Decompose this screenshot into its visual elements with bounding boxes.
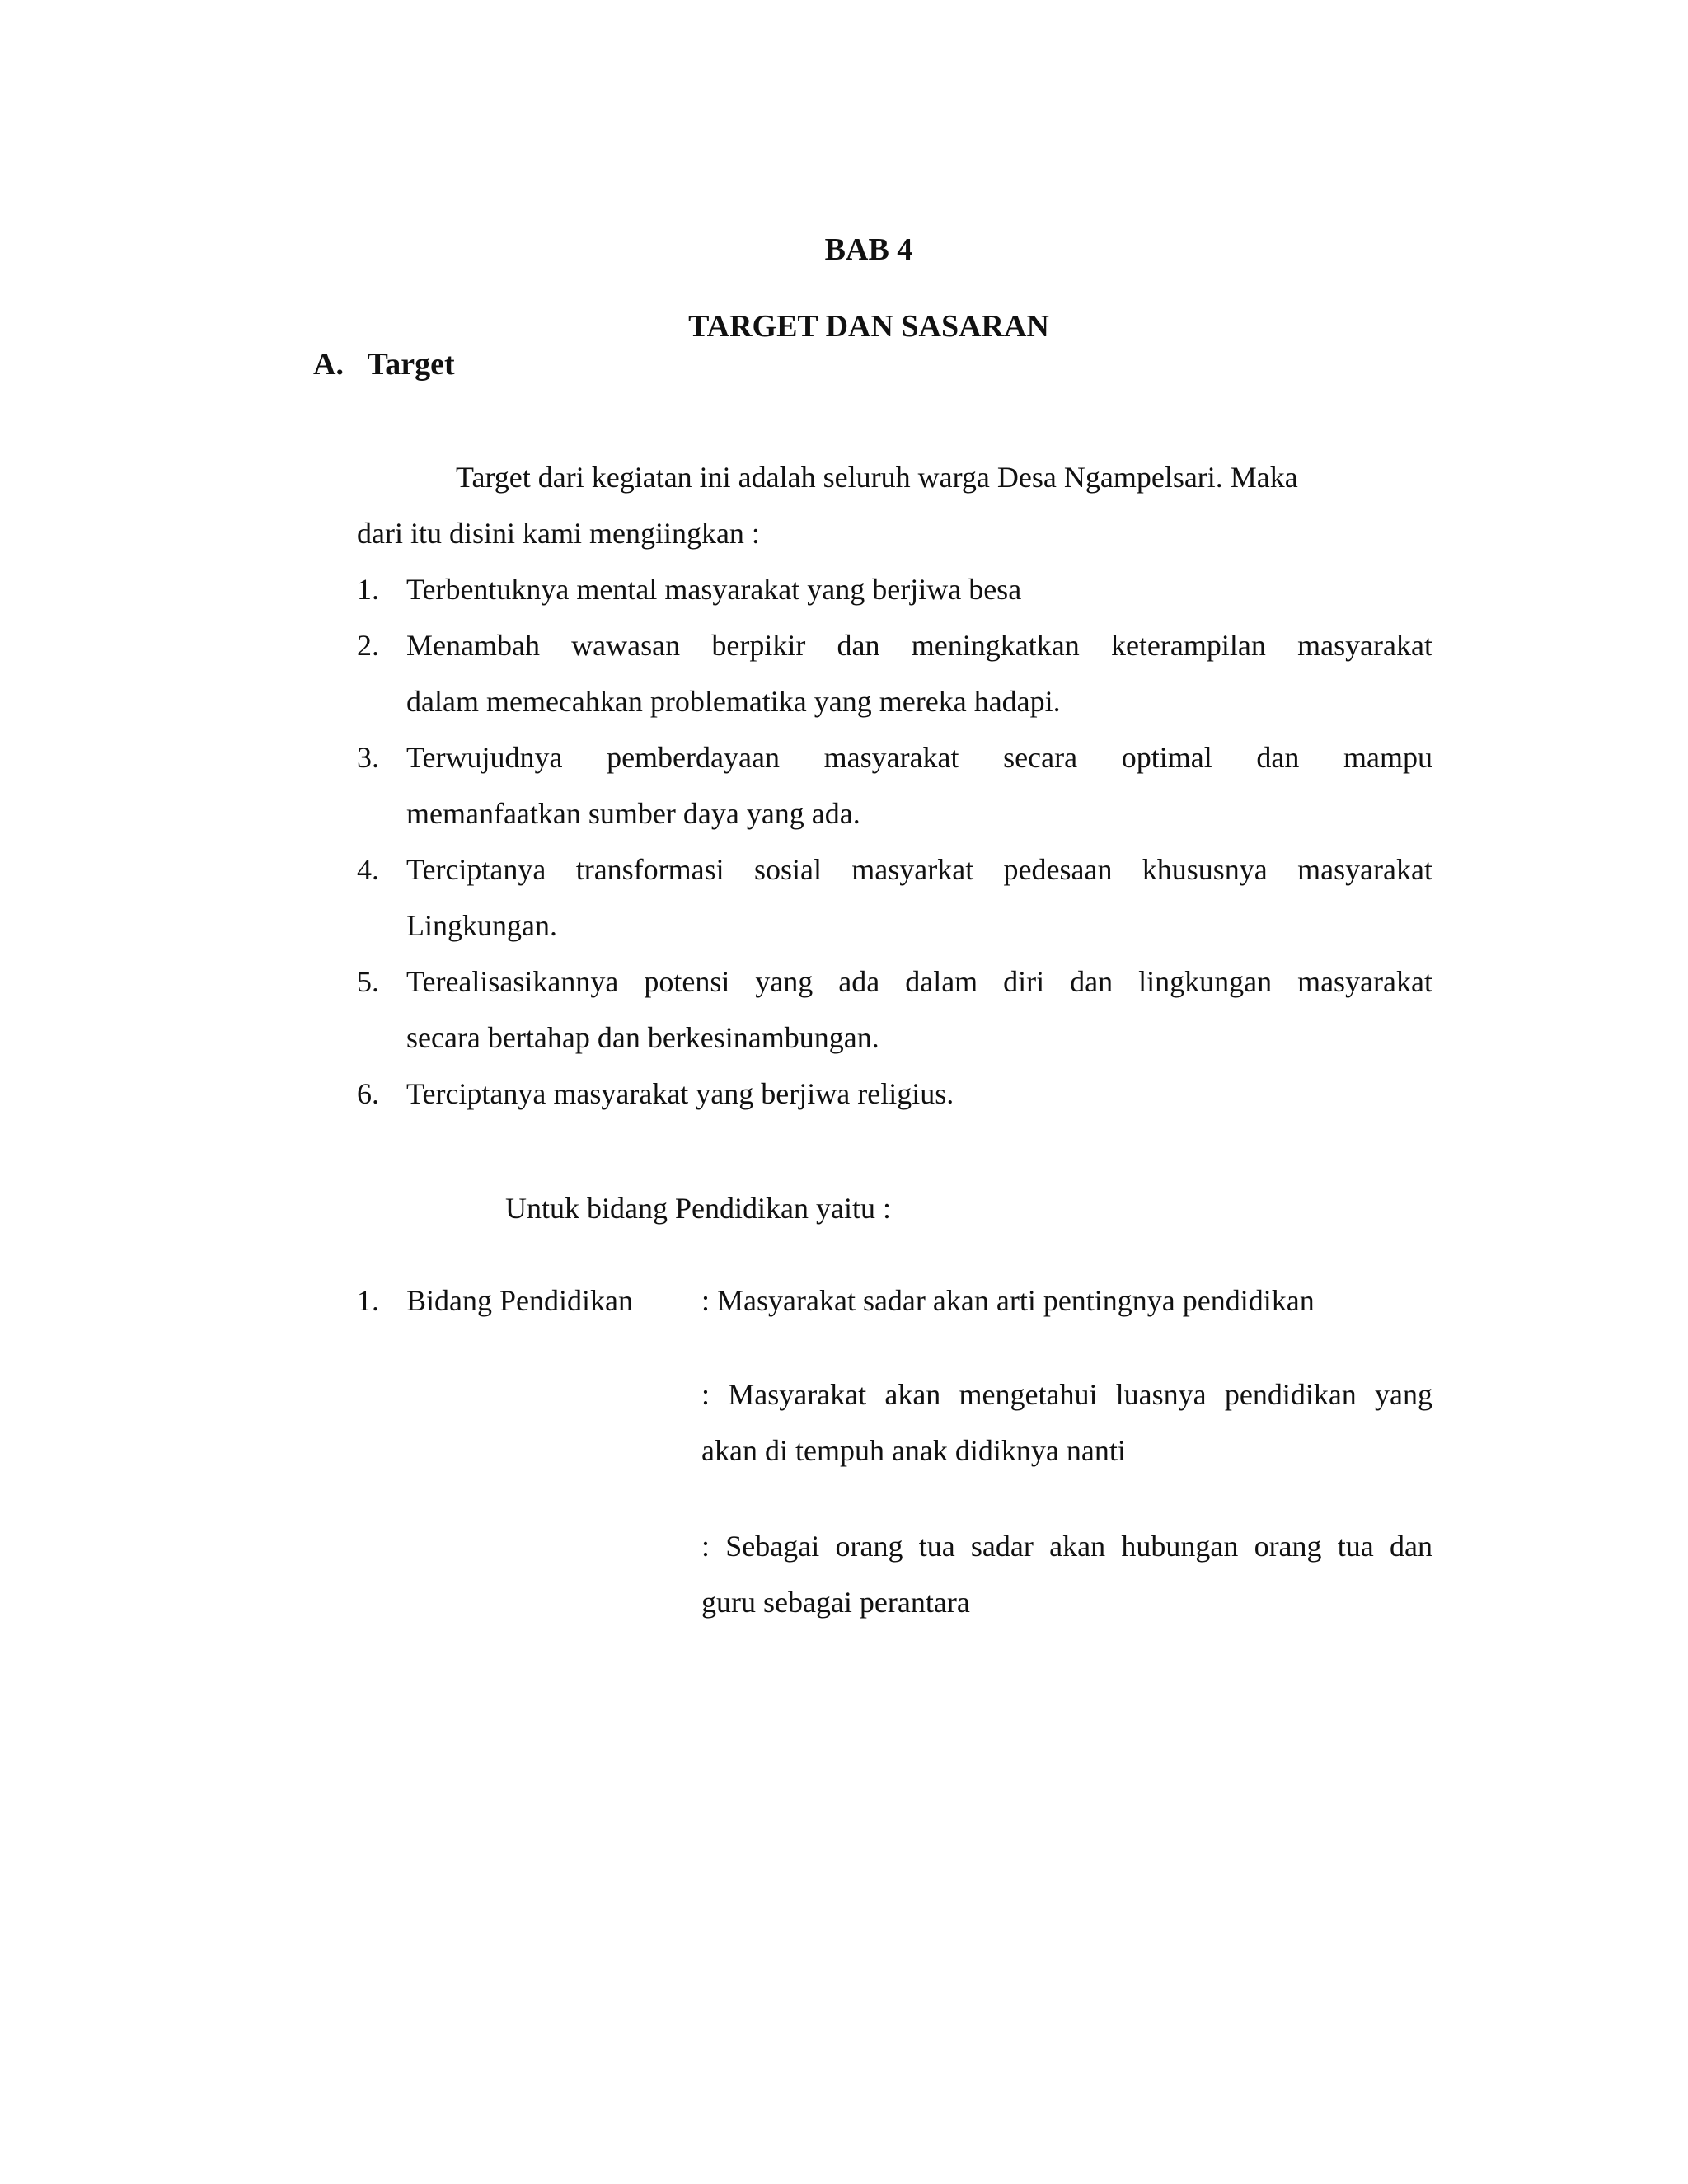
list-number: 5. [357, 965, 379, 998]
education-point-continued: akan di tempuh anak didiknya nanti [701, 1434, 1126, 1467]
list-number: 1. [357, 1284, 379, 1317]
list-item-text: Terwujudnya pemberdayaan masyarakat secara optimal dan mampu [406, 741, 1432, 774]
education-point-text: Sebagai orang tua sadar akan hubungan orang tua dan [725, 1530, 1432, 1563]
intro-line-2: dari itu disini kami mengiingkan : [357, 517, 760, 550]
education-point-continued: guru sebagai perantara [701, 1586, 970, 1619]
list-number: 3. [357, 741, 379, 774]
list-item-text: Terciptanya transformasi sosial masyarkat pedesaan khususnya masyarakat [406, 853, 1432, 886]
section-label: A. [313, 347, 344, 382]
list-item-text: secara bertahap dan berkesinambungan. [406, 1021, 879, 1054]
list-number: 4. [357, 853, 379, 886]
education-point: : Masyarakat sadar akan arti pentingnya pendidikan [701, 1284, 1315, 1317]
list-item-text: Terbentuknya mental masyarakat yang berjiwa besa [406, 573, 1022, 606]
list-item-text: Terealisasikannya potensi yang ada dalam diri dan lingkungan masyarakat [406, 965, 1432, 998]
list-number: 2. [357, 629, 379, 662]
section-title: Target [367, 347, 455, 382]
list-item-text: Menambah wawasan berpikir dan meningkatkan keterampilan masyarakat [406, 629, 1432, 662]
chapter-heading: BAB 4 [824, 232, 913, 267]
education-point-text: Masyarakat sadar akan arti pentingnya pendidikan [717, 1284, 1315, 1317]
intro-line-1: Target dari kegiatan ini adalah seluruh warga Desa Ngampelsari. Maka [456, 461, 1298, 494]
education-point: : Sebagai orang tua sadar akan hubungan orang tua dan [701, 1530, 1432, 1563]
chapter-title: TARGET DAN SASARAN [688, 309, 1049, 344]
section-heading [313, 346, 455, 382]
education-label: Bidang Pendidikan [406, 1284, 633, 1317]
education-point: : Masyarakat akan mengetahui luasnya pendidikan yang [701, 1378, 1432, 1411]
list-item-text: Lingkungan. [406, 909, 557, 942]
list-number: 1. [357, 573, 379, 606]
list-number: 6. [357, 1077, 379, 1110]
list-item-text: dalam memecahkan problematika yang mereka hadapi. [406, 685, 1061, 718]
list-item-text: memanfaatkan sumber daya yang ada. [406, 797, 860, 830]
education-intro: Untuk bidang Pendidikan yaitu : [505, 1192, 891, 1225]
education-point-text: Masyarakat akan mengetahui luasnya pendidikan yang [728, 1378, 1432, 1411]
list-item-text: Terciptanya masyarakat yang berjiwa religius. [406, 1077, 954, 1110]
